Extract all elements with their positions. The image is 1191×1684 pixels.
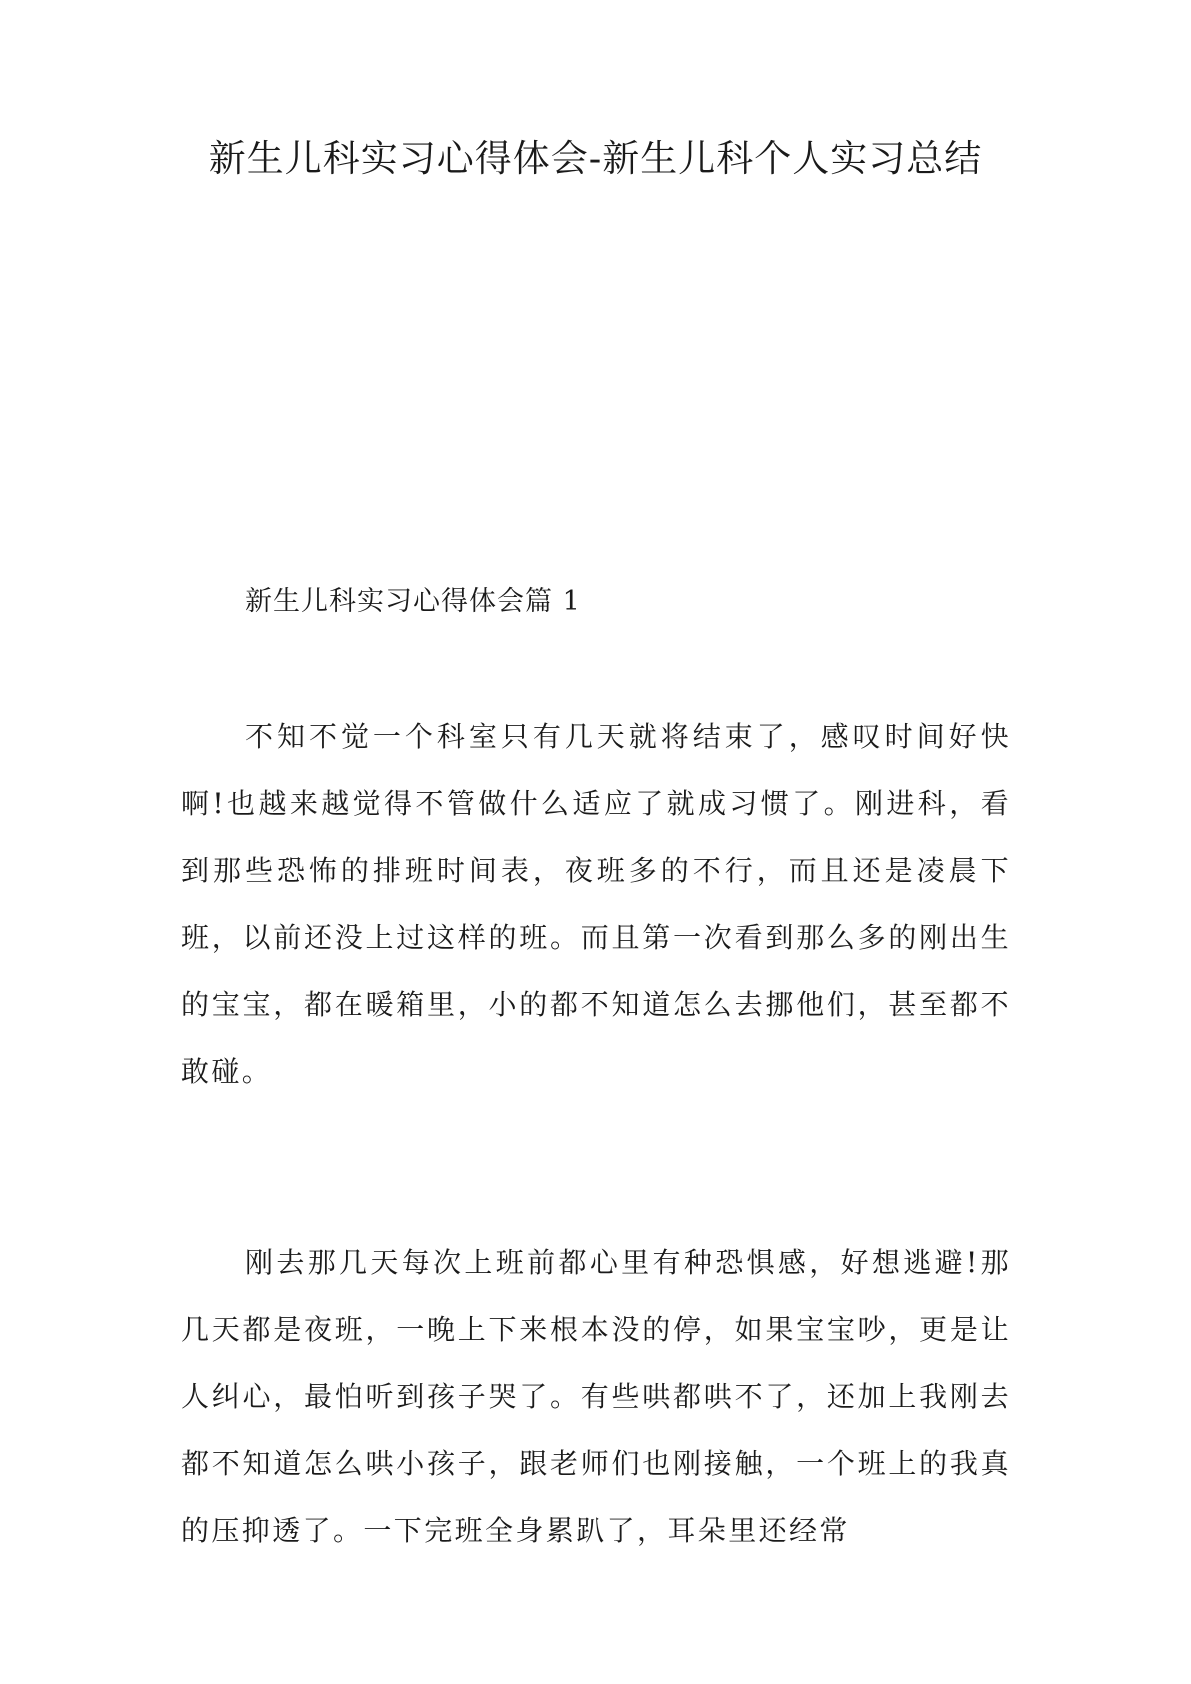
body-paragraph: 刚去那几天每次上班前都心里有种恐惧感，好想逃避!那几天都是夜班，一晚上下来根本没的停，如果宝宝吵，更是让人纠心，最怕听到孩子哭了。有些哄都哄不了，还加上我刚去都不知道怎么哄小孩子，跟老师们也刚接触，一个班上的我真的压抑透了。一下完班全身累趴了，耳朵里还经常	[181, 1246, 1011, 1547]
document-title: 新生儿科实习心得体会-新生儿科个人实习总结	[208, 137, 983, 180]
body-paragraph: 不知不觉一个科室只有几天就将结束了，感叹时间好快啊!也越来越觉得不管做什么适应了就成习惯了。刚进科，看到那些恐怖的排班时间表，夜班多的不行，而且还是凌晨下班，以前还没上过这样的班。而且第一次看到那么多的刚出生的宝宝，都在暖箱里，小的都不知道怎么去挪他们，甚至都不敢碰。	[181, 720, 1011, 1088]
section-heading: 新生儿科实习心得体会篇 1	[245, 586, 581, 617]
